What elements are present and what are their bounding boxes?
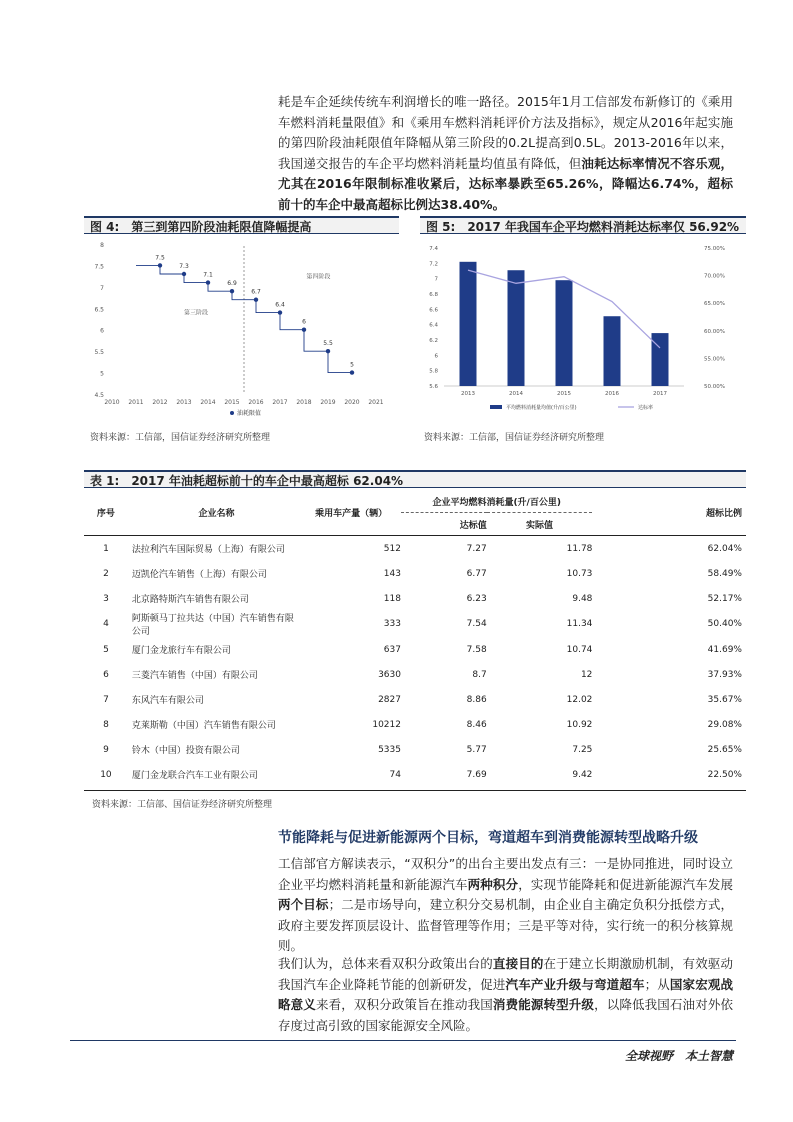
bar [460, 262, 477, 386]
table1-source: 资料来源：工信部、国信证券经济研究所整理 [92, 800, 273, 810]
y-tick-label: 7.4 [429, 246, 438, 252]
table-cell: 74 [389, 769, 401, 780]
bar [508, 270, 525, 386]
data-point [278, 310, 282, 314]
data-point [326, 349, 330, 353]
legend-bar-swatch [490, 405, 502, 409]
y-tick-label: 5.6 [429, 384, 438, 390]
data-point [158, 263, 162, 267]
data-point [350, 370, 354, 374]
bar [556, 280, 573, 386]
data-point [302, 328, 306, 332]
table-cell: 333 [383, 619, 401, 629]
data-point [230, 289, 234, 293]
data-label: 6.9 [227, 280, 237, 288]
y-tick-label: 5 [100, 370, 104, 378]
table-cell: 克莱斯勒（中国）汽车销售有限公司 [131, 721, 276, 731]
bar [652, 333, 669, 386]
table-cell: 35.67% [707, 694, 742, 705]
data-label: 5.5 [323, 340, 333, 348]
x-tick-label: 2015 [224, 399, 240, 406]
table-cell: 6.23 [466, 593, 487, 604]
table-cell: 11.78 [566, 543, 593, 554]
table-row [84, 687, 746, 712]
data-point [254, 298, 258, 302]
table-cell: 东风汽车有限公司 [131, 696, 204, 706]
fig4-title: 图 4: 第三到第四阶段油耗限值降幅提高 [84, 216, 399, 234]
y-tick-label: 7.5 [94, 263, 104, 271]
table-cell: 铃木（中国）投资有限公司 [131, 746, 240, 756]
data-label: 5 [350, 361, 354, 369]
bold-run-1: 两种积分 [467, 876, 519, 892]
annotation-stage-3: 第三阶段 [183, 309, 209, 317]
x-tick-label: 2021 [368, 399, 384, 406]
data-label: 7.5 [155, 254, 165, 262]
table-cell: 厦门金龙联合汽车工业有限公司 [131, 771, 258, 781]
table-row [84, 561, 746, 586]
table-bottom-rule [84, 790, 746, 791]
footer-rule [70, 1040, 736, 1041]
table-cell: 北京路特斯汽车销售有限公司 [131, 595, 249, 605]
th-target: 达标值 [401, 513, 487, 536]
y-tick-label: 8 [100, 242, 104, 249]
table1-title: 表 1: 2017 年油耗超标前十的车企中最高超标 62.04% [84, 470, 746, 488]
th-name: 企业名称 [128, 490, 301, 536]
legend-line-label: 达标率 [638, 405, 654, 411]
x-tick-label: 2017 [272, 399, 288, 406]
table-cell: 10.92 [566, 719, 593, 730]
table-cell: 9 [103, 744, 109, 755]
table-cell: 9.42 [572, 769, 593, 780]
th-no: 序号 [84, 490, 128, 536]
table-cell: 7.69 [466, 769, 487, 780]
intro-paragraph [278, 92, 733, 215]
table-cell: 2827 [378, 694, 401, 705]
fig5-source: 资料来源：工信部，国信证券经济研究所整理 [424, 433, 605, 443]
x-tick-label: 2012 [152, 399, 168, 406]
y-tick-label: 6.5 [94, 306, 104, 314]
fig5-title: 图 5: 2017 年我国车企平均燃料消耗达标率仅 56.92% [420, 216, 746, 234]
text-run-2: ，实现节能降耗和促进新能源汽车发展 [518, 876, 733, 892]
bold-run-1: 油耗达标率情况不容乐观，尤其在2016年限制标准收紧后，达标率暴跌至65.26%，降幅达6.74%，超标前十的车企中最高超标比例达38.40%。 [278, 155, 733, 212]
fig4-source: 资料来源：工信部，国信证券经济研究所整理 [90, 433, 271, 443]
data-label: 6.4 [275, 301, 285, 309]
y-tick-label: 6.4 [429, 322, 438, 329]
table-cell: 7.27 [466, 543, 487, 554]
text-run-4: ；从 [644, 976, 670, 992]
x-tick-label: 2010 [104, 399, 120, 406]
x-tick-label: 2016 [248, 399, 264, 406]
table-cell: 厦门金龙旅行车有限公司 [131, 646, 231, 656]
table-cell: 法拉利汽车国际贸易（上海）有限公司 [131, 545, 285, 555]
table-cell: 118 [383, 593, 401, 604]
table-cell: 8.7 [472, 669, 487, 680]
section-paragraph-1 [278, 854, 733, 957]
table-row [84, 737, 746, 762]
x-tick-label: 2013 [176, 399, 192, 406]
y-tick-label: 5.5 [94, 349, 104, 357]
table-cell: 10.73 [566, 568, 593, 579]
table-row [84, 536, 746, 562]
table-cell: 9.48 [572, 593, 593, 604]
table-cell: 25.65% [707, 744, 742, 755]
y-tick-label: 7 [100, 284, 104, 292]
legend-bar-label: 平均燃料消耗量均值(升/百公里) [506, 405, 577, 411]
table-cell: 5 [103, 644, 109, 655]
x-tick-label: 2014 [200, 399, 216, 406]
table-cell: 3 [103, 593, 109, 604]
table-cell: 5335 [378, 744, 401, 755]
x-tick-label: 2019 [320, 399, 336, 406]
x-tick-label: 2017 [653, 391, 667, 397]
x-tick-label: 2014 [509, 391, 523, 397]
x-tick-label: 2018 [296, 399, 312, 406]
text-run-0: 耗是车企延续传统车利润增长的唯一路径。2015年1月工信部发布新修订的《乘用车燃料消耗量限值》和《乘用车燃料消耗评价方法及指标》，规定从2016年起实施的第四阶段油耗限值年降幅从第三阶段的0.2L提高到0.5L。2013-2016年以来，我国递交报告的车企平均燃料消耗量均值虽有降低，但 [278, 94, 733, 171]
y2-tick-label: 55.00% [704, 356, 725, 363]
table-cell: 5.77 [466, 744, 487, 755]
y-tick-label: 6.2 [429, 338, 438, 344]
fig4-step-chart [84, 236, 394, 418]
table-cell: 50.40% [707, 619, 742, 629]
table-cell: 58.49% [707, 568, 742, 579]
th-qty: 乘用车产量（辆） [301, 490, 401, 536]
footer-slogan: 全球视野 本土智慧 [624, 1049, 733, 1063]
th-actual: 实际值 [487, 513, 593, 536]
table-cell: 1 [103, 543, 109, 554]
bold-run-1: 直接目的 [492, 956, 544, 971]
table-cell: 10 [100, 769, 112, 780]
y2-tick-label: 65.00% [704, 301, 725, 308]
bold-run-5: 国家宏观战略意义 [278, 976, 733, 1012]
text-run-4: ；二是市场导向，建立积分交易机制，由企业自主确定负积分抵偿方式，政府主要发挥顶层设计、监督管理等作用；三是平等对待，实行统一的积分核算规则。 [278, 897, 733, 953]
table-cell: 4 [103, 619, 109, 629]
table-cell: 62.04% [707, 543, 742, 554]
data-point [182, 272, 186, 276]
table-cell: 阿斯顿马丁拉共达（中国）汽车销售有限公司 [131, 614, 294, 637]
table-cell: 7 [103, 694, 109, 705]
table-cell: 12.02 [566, 694, 593, 705]
table-cell: 41.69% [707, 644, 742, 655]
table-row [84, 586, 746, 611]
th-group: 企业平均燃料消耗量(升/百公里) [401, 490, 592, 513]
text-run-6: 来看，双积分政策旨在推动我国 [315, 997, 493, 1012]
table-cell: 8.86 [466, 694, 487, 705]
table-cell: 三菱汽车销售（中国）有限公司 [131, 671, 258, 681]
text-run-2: 在于建立长期激励机制，有效驱动我国汽车企业降耗节能的创新研发，促进 [278, 956, 733, 992]
y2-tick-label: 50.00% [704, 384, 725, 390]
annotation-stage-4: 第四阶段 [306, 273, 331, 281]
fig5-bar-line-chart [420, 236, 746, 418]
bar [604, 316, 621, 386]
x-tick-label: 2016 [605, 391, 619, 397]
table-cell: 29.08% [707, 719, 742, 730]
table-cell: 11.34 [566, 619, 593, 629]
table-row [84, 611, 746, 637]
data-label: 7.1 [203, 271, 213, 279]
x-tick-label: 2013 [461, 391, 475, 397]
x-tick-label: 2015 [557, 391, 571, 397]
y-tick-label: 6.6 [429, 307, 438, 314]
table-row [84, 662, 746, 687]
bold-run-3: 两个目标 [278, 897, 329, 912]
y-tick-label: 7 [434, 276, 438, 283]
y-tick-label: 6 [100, 327, 104, 335]
table-cell: 10.74 [566, 644, 593, 655]
table-cell: 22.50% [707, 769, 742, 780]
y-tick-label: 4.5 [94, 392, 104, 399]
data-label: 6.7 [251, 288, 261, 296]
data-point [206, 280, 210, 284]
table-cell: 6.77 [466, 568, 487, 579]
bold-run-3: 汽车产业升级与弯道超车 [505, 976, 645, 992]
data-label: 6 [302, 318, 306, 326]
legend-label: 油耗限值 [237, 410, 262, 417]
table-cell: 637 [383, 644, 401, 655]
table-cell: 6 [103, 669, 109, 680]
table-cell: 10212 [372, 719, 401, 730]
table-cell: 8.46 [466, 719, 487, 730]
table-cell: 8 [103, 719, 109, 730]
table-cell: 2 [103, 568, 109, 579]
x-tick-label: 2011 [128, 399, 144, 406]
y2-tick-label: 75.00% [704, 246, 725, 252]
fuel-exceed-table [84, 490, 746, 787]
table-cell: 512 [383, 543, 401, 554]
table-cell: 7.58 [466, 644, 487, 655]
table-row [84, 762, 746, 787]
table-row [84, 637, 746, 662]
x-tick-label: 2020 [344, 399, 360, 406]
table-cell: 7.54 [466, 619, 487, 629]
table-cell: 37.93% [707, 669, 742, 680]
table-cell: 52.17% [707, 593, 742, 604]
section-heading: 节能降耗与促进新能源两个目标，弯道超车到消费能源转型战略升级 [278, 830, 698, 846]
y-tick-label: 7.2 [429, 261, 438, 268]
text-run-8: ，以降低我国石油对外依存度过高引致的国家能源安全风险。 [278, 997, 733, 1033]
table-cell: 143 [383, 568, 401, 579]
y-tick-label: 6 [434, 353, 438, 360]
table-cell: 12 [580, 669, 593, 680]
y-tick-label: 5.8 [429, 368, 438, 375]
th-ratio: 超标比例 [592, 490, 746, 536]
table-cell: 3630 [378, 669, 401, 680]
text-run-0: 我们认为，总体来看双积分政策出台的 [278, 956, 493, 971]
legend-marker [230, 411, 234, 415]
table-cell: 7.25 [572, 744, 593, 755]
table-cell: 迈凯伦汽车销售（上海）有限公司 [131, 570, 267, 580]
bold-run-7: 消费能源转型升级 [492, 997, 595, 1012]
text-run-0: 工信部官方解读表示，“双积分”的出台主要出发点有三：一是协同推进，同时设立企业平均燃料消耗量和新能源汽车 [278, 856, 733, 892]
table-row [84, 712, 746, 737]
y2-tick-label: 70.00% [704, 273, 725, 280]
section-paragraph-2 [278, 954, 733, 1036]
y-tick-label: 6.8 [429, 292, 438, 298]
data-label: 7.3 [179, 263, 189, 270]
y2-tick-label: 60.00% [704, 328, 725, 335]
